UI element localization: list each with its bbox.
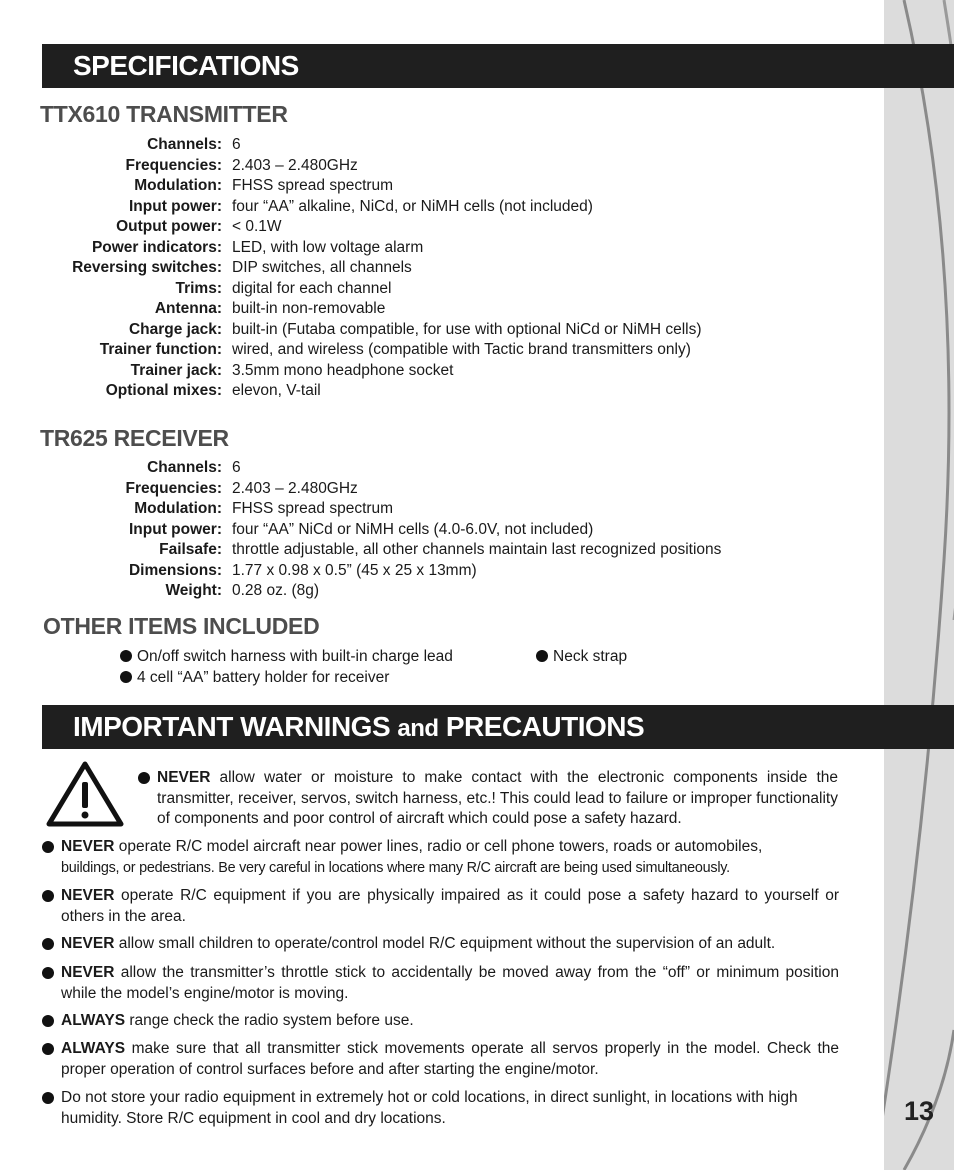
spec-label: Modulation: <box>134 500 222 517</box>
bullet-icon <box>42 938 54 950</box>
warning-triangle-icon <box>46 760 124 828</box>
spec-row <box>0 499 880 520</box>
spec-value: 2.403 – 2.480GHz <box>232 156 358 174</box>
spec-row <box>0 258 880 279</box>
spec-value: 2.403 – 2.480GHz <box>232 479 358 497</box>
spec-label: Input power: <box>129 520 222 538</box>
spec-value: elevon, V-tail <box>232 382 321 399</box>
spec-row <box>0 458 880 479</box>
spec-value: LED, with low voltage alarm <box>232 238 424 256</box>
spec-row <box>0 217 880 238</box>
spec-row <box>0 197 880 218</box>
spec-label: Power indicators: <box>91 238 222 256</box>
other-item-3: 4 cell “AA” battery holder for receiver <box>120 667 389 688</box>
spec-value: wired, and wireless (compatible with Tactic brand transmitters only) <box>232 341 691 358</box>
bullet-icon <box>42 890 54 902</box>
spec-value: FHSS spread spectrum <box>232 177 394 194</box>
spec-row <box>0 340 880 361</box>
bullet-icon <box>42 841 54 853</box>
warning-item-3: NEVER operate R/C equipment if you are physically impaired as it could pose a safety hazard to yourself or others in the area. <box>42 886 839 927</box>
spec-label: Optional mixes: <box>105 382 222 399</box>
warning-item-7: ALWAYS make sure that all transmitter stick movements operate all servos properly in the model. Check the proper operation of control surfaces before and after starting the engine/motor. <box>42 1039 839 1080</box>
receiver-heading: TR625 RECEIVER <box>40 425 229 451</box>
spec-row <box>0 581 880 602</box>
spec-row <box>0 320 880 341</box>
spec-value: throttle adjustable, all other channels maintain last recognized positions <box>232 541 722 558</box>
spec-label: Trims: <box>175 279 222 297</box>
transmitter-heading: TTX610 TRANSMITTER <box>40 101 288 127</box>
spec-row <box>0 520 880 541</box>
spec-row <box>0 361 880 382</box>
spec-label: Output power: <box>116 218 222 235</box>
spec-row <box>0 156 880 177</box>
spec-label: Channels: <box>147 136 222 153</box>
spec-label: Frequencies: <box>125 156 222 174</box>
spec-label: Modulation: <box>134 177 222 194</box>
spec-value: 6 <box>232 136 241 153</box>
bullet-icon <box>42 967 54 979</box>
warning-item-8: Do not store your radio equipment in extremely hot or cold locations, in direct sunlight, in locations with high humidity. Store R/C equipment in cool and dry locations. <box>42 1088 839 1129</box>
warning-item-2: NEVER operate R/C model aircraft near power lines, radio or cell phone towers, roads or automobiles, buildings, or pedestrians. Be very careful in locations where many R/C aircraft are being used simultaneously. <box>42 837 842 878</box>
spec-value: built-in (Futaba compatible, for use with optional NiCd or NiMH cells) <box>232 320 702 338</box>
bullet-icon <box>42 1092 54 1104</box>
bullet-icon <box>42 1043 54 1055</box>
spec-label: Trainer function: <box>99 341 222 358</box>
warnings-title: IMPORTANT WARNINGS and PRECAUTIONS <box>73 711 645 742</box>
other-items-heading: OTHER ITEMS INCLUDED <box>43 613 320 639</box>
spec-row <box>0 279 880 300</box>
spec-label: Dimensions: <box>128 561 222 579</box>
specifications-banner <box>42 44 954 88</box>
spec-row <box>0 176 880 197</box>
warning-item-6: ALWAYS range check the radio system before use. <box>42 1011 842 1032</box>
spec-row <box>0 135 880 156</box>
warning-item-1: NEVER allow water or moisture to make contact with the electronic components inside the transmitter, receiver, servos, switch harness, etc.! This could lead to failure or improper functionality of components and poor control of aircraft which could pose a safety hazard. <box>138 768 838 830</box>
bullet-icon <box>536 650 548 662</box>
bullet-icon <box>120 671 132 683</box>
specifications-title: SPECIFICATIONS <box>73 50 299 81</box>
receiver-spec-table <box>0 458 880 602</box>
spec-row <box>0 540 880 561</box>
spec-value: four “AA” NiCd or NiMH cells (4.0-6.0V, not included) <box>232 520 594 538</box>
other-item-2: Neck strap <box>536 646 627 667</box>
spec-row <box>0 299 880 320</box>
spec-value: 3.5mm mono headphone socket <box>232 361 454 379</box>
spec-label: Weight: <box>165 582 222 599</box>
warning-item-5: NEVER allow the transmitter’s throttle stick to accidentally be moved away from the “off” or minimum position while the model’s engine/motor is moving. <box>42 963 839 1004</box>
spec-value: four “AA” alkaline, NiCd, or NiMH cells (not included) <box>232 197 593 215</box>
spec-value: digital for each channel <box>232 279 392 297</box>
spec-value: FHSS spread spectrum <box>232 500 394 517</box>
other-item-1: On/off switch harness with built-in charge lead <box>120 646 453 667</box>
spec-row <box>0 479 880 500</box>
spec-row <box>0 238 880 259</box>
bullet-icon <box>42 1015 54 1027</box>
spec-label: Trainer jack: <box>130 361 222 379</box>
page-edge-sidebar <box>884 0 954 1170</box>
spec-label: Channels: <box>147 459 222 476</box>
warnings-banner <box>42 705 954 749</box>
spec-label: Reversing switches: <box>72 259 222 276</box>
transmitter-spec-table <box>0 135 880 402</box>
spec-label: Antenna: <box>154 300 222 317</box>
page-number: 13 <box>903 1096 935 1126</box>
spec-value: built-in non-removable <box>232 300 386 317</box>
decorative-arcs <box>884 0 954 1170</box>
spec-label: Input power: <box>129 197 222 215</box>
spec-value: DIP switches, all channels <box>232 259 412 276</box>
spec-label: Frequencies: <box>125 479 222 497</box>
spec-row <box>0 381 880 402</box>
spec-value: < 0.1W <box>232 218 282 235</box>
spec-row <box>0 561 880 582</box>
spec-value: 6 <box>232 459 241 476</box>
bullet-icon <box>138 772 150 784</box>
spec-value: 1.77 x 0.98 x 0.5” (45 x 25 x 13mm) <box>232 561 477 579</box>
spec-label: Charge jack: <box>128 320 222 338</box>
spec-value: 0.28 oz. (8g) <box>232 582 320 599</box>
warning-item-4: NEVER allow small children to operate/control model R/C equipment without the supervision of an adult. <box>42 934 842 955</box>
bullet-icon <box>120 650 132 662</box>
spec-label: Failsafe: <box>159 541 222 558</box>
